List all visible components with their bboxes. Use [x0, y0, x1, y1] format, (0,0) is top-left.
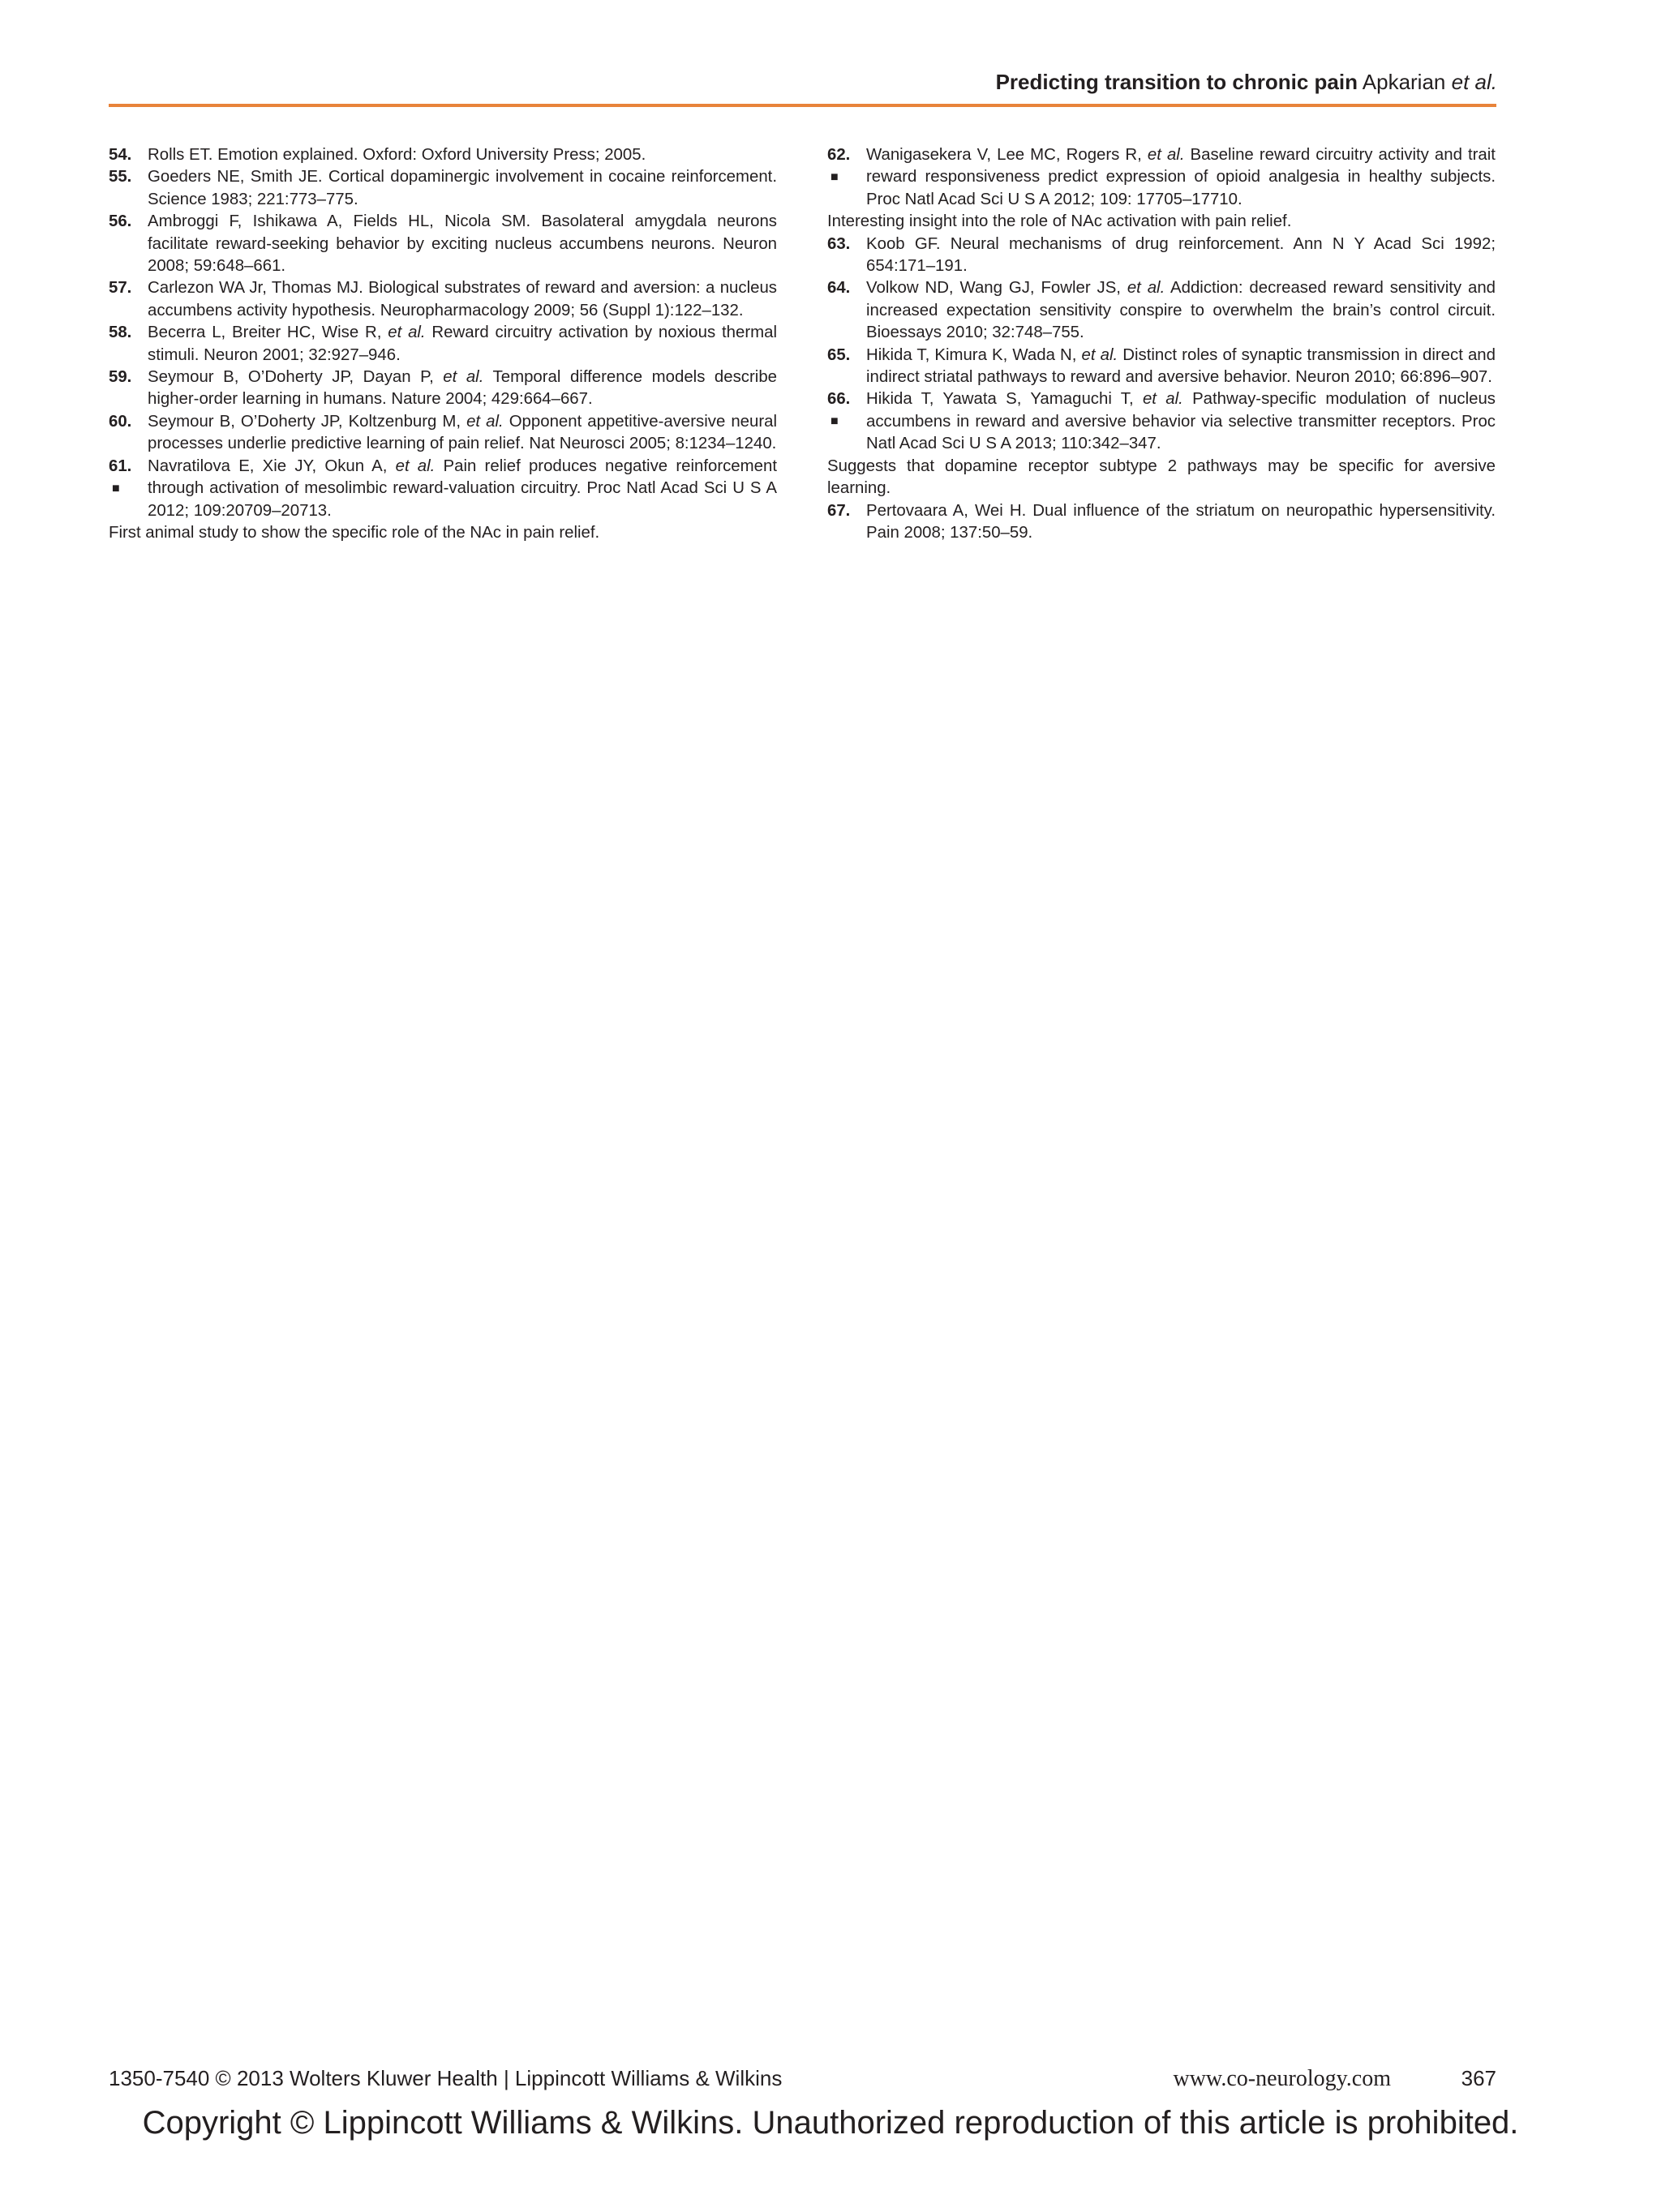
reference-text: Ambroggi F, Ishikawa A, Fields HL, Nicola SM. Basolateral amygdala neurons facilitate reward-seeking behavior by exciting nucleus accumbens neurons. Neuron 2008; 59:648–661. [148, 212, 777, 276]
reference-item [827, 277, 1496, 344]
running-title: Predicting transition to chronic pain [995, 70, 1358, 94]
running-etal: et al. [1451, 70, 1497, 94]
reference-column-right [827, 144, 1496, 544]
reference-etal: et al. [1127, 279, 1165, 298]
running-header [109, 70, 1497, 95]
footer-issn: 1350-7540 © 2013 Wolters Kluwer Health | Lippincott Williams & Wilkins [109, 2066, 783, 2090]
reference-text-continued: Baseline reward circuitry activity and trait reward responsiveness predict expression of opioid analgesia in healthy subjects. Proc Natl Acad Sci U S A 2012; 109: 17705–17710. [866, 146, 1496, 208]
annotation-marker-icon: ■ [112, 481, 120, 495]
reference-etal: et al. [1142, 390, 1183, 409]
reference-number: 64. [827, 279, 851, 298]
reference-text-continued: Pathway-specific modulation of nucleus accumbens in reward and aversive behavior via selective transmitter receptors. Proc Natl Acad Sci U S A 2013; 110:342–347. [866, 390, 1496, 453]
reference-text: Hikida T, Yawata S, Yamaguchi T, [866, 390, 1143, 409]
reference-item [827, 345, 1496, 389]
reference-etal: et al. [1081, 345, 1118, 364]
annotation-marker-icon: ■ [830, 414, 839, 429]
reference-text: Goeders NE, Smith JE. Cortical dopaminergic involvement in cocaine reinforcement. Science 1983; 221:773–775. [148, 168, 777, 208]
reference-item [109, 166, 777, 211]
reference-etal: et al. [395, 457, 436, 475]
reference-item [109, 322, 777, 367]
reference-etal: et al. [1147, 146, 1185, 164]
reference-annotation: Interesting insight into the role of NAc activation with pain relief. [827, 212, 1292, 231]
reference-item [827, 388, 1496, 455]
reference-item [109, 456, 777, 522]
reference-item [109, 144, 777, 166]
reference-text: Volkow ND, Wang GJ, Fowler JS, [866, 279, 1127, 298]
reference-text: Koob GF. Neural mechanisms of drug reinforcement. Ann N Y Acad Sci 1992; 654:171–191. [866, 234, 1496, 276]
reference-etal: et al. [388, 324, 426, 342]
reference-etal: et al. [443, 368, 484, 387]
reference-text-continued: Opponent appetitive-aversive neural processes underlie predictive learning of pain relief. Nat Neurosci 2005; 8:1234–1240. [148, 412, 777, 453]
reference-number: 61. [109, 457, 132, 475]
reference-text: Wanigasekera V, Lee MC, Rogers R, [866, 146, 1148, 164]
reference-text: Seymour B, O’Doherty JP, Koltzenburg M, [148, 412, 467, 431]
reference-text: Carlezon WA Jr, Thomas MJ. Biological substrates of reward and aversion: a nucleus accumbens activity hypothesis. Neuropharmacology 2009; 56 (Suppl 1):122–132. [148, 279, 777, 319]
annotation-marker-icon: ■ [830, 170, 839, 184]
reference-text: Rolls ET. Emotion explained. Oxford: Oxford University Press; 2005. [148, 146, 646, 164]
reference-item [827, 144, 1496, 211]
page-number: 367 [1461, 2066, 1496, 2090]
reference-text-continued: Addiction: decreased reward sensitivity and increased expectation sensitivity conspire to overwhelm the brain’s control circuit. Bioessays 2010; 32:748–755. [866, 279, 1496, 342]
reference-item [827, 500, 1496, 545]
reference-text-continued: Distinct roles of synaptic transmission in direct and indirect striatal pathways to reward and aversive behavior. Neuron 2010; 66:896–907. [866, 345, 1496, 387]
reference-item [109, 411, 777, 456]
reference-number: 58. [109, 324, 132, 342]
reference-number: 59. [109, 368, 132, 387]
reference-annotation: Suggests that dopamine receptor subtype 2 pathways may be specific for aversive learning. [827, 457, 1496, 498]
reference-number: 60. [109, 412, 132, 431]
reference-number: 55. [109, 168, 132, 186]
reference-number: 67. [827, 501, 851, 520]
reference-etal: et al. [466, 412, 504, 431]
reference-number: 66. [827, 390, 851, 409]
running-author: Apkarian [1362, 70, 1446, 94]
reference-text: Pertovaara A, Wei H. Dual influence of the striatum on neuropathic hypersensitivity. Pain 2008; 137:50–59. [866, 501, 1496, 542]
copyright-notice: Copyright © Lippincott Williams & Wilkins. Unauthorized reproduction of this article is prohibited. [142, 2105, 1519, 2141]
reference-item [109, 211, 777, 277]
reference-number: 62. [827, 146, 851, 164]
reference-text: Hikida T, Kimura K, Wada N, [866, 345, 1082, 364]
reference-text: Seymour B, O’Doherty JP, Dayan P, [148, 368, 444, 387]
reference-column-left [109, 144, 777, 544]
reference-number: 65. [827, 345, 851, 364]
reference-number: 63. [827, 234, 851, 253]
reference-item [109, 277, 777, 322]
footer-website[interactable]: www.co-neurology.com [1173, 2066, 1391, 2091]
reference-item [109, 367, 777, 411]
reference-number: 57. [109, 279, 132, 298]
reference-text-continued: Temporal difference models describe higher-order learning in humans. Nature 2004; 429:664–667. [148, 368, 778, 409]
header-rule [109, 104, 1496, 107]
reference-number: 56. [109, 212, 132, 231]
reference-text-continued: Pain relief produces negative reinforcement through activation of mesolimbic reward-valuation circuitry. Proc Natl Acad Sci U S A 2012; 109:20709–20713. [148, 457, 777, 520]
reference-text: Becerra L, Breiter HC, Wise R, [148, 324, 388, 342]
reference-item [827, 234, 1496, 278]
reference-text: Navratilova E, Xie JY, Okun A, [148, 457, 396, 475]
reference-annotation: First animal study to show the specific role of the NAc in pain relief. [109, 523, 600, 542]
page-footer [109, 2066, 1496, 2094]
reference-text-continued: Reward circuitry activation by noxious thermal stimuli. Neuron 2001; 32:927–946. [148, 324, 777, 364]
reference-number: 54. [109, 146, 132, 164]
